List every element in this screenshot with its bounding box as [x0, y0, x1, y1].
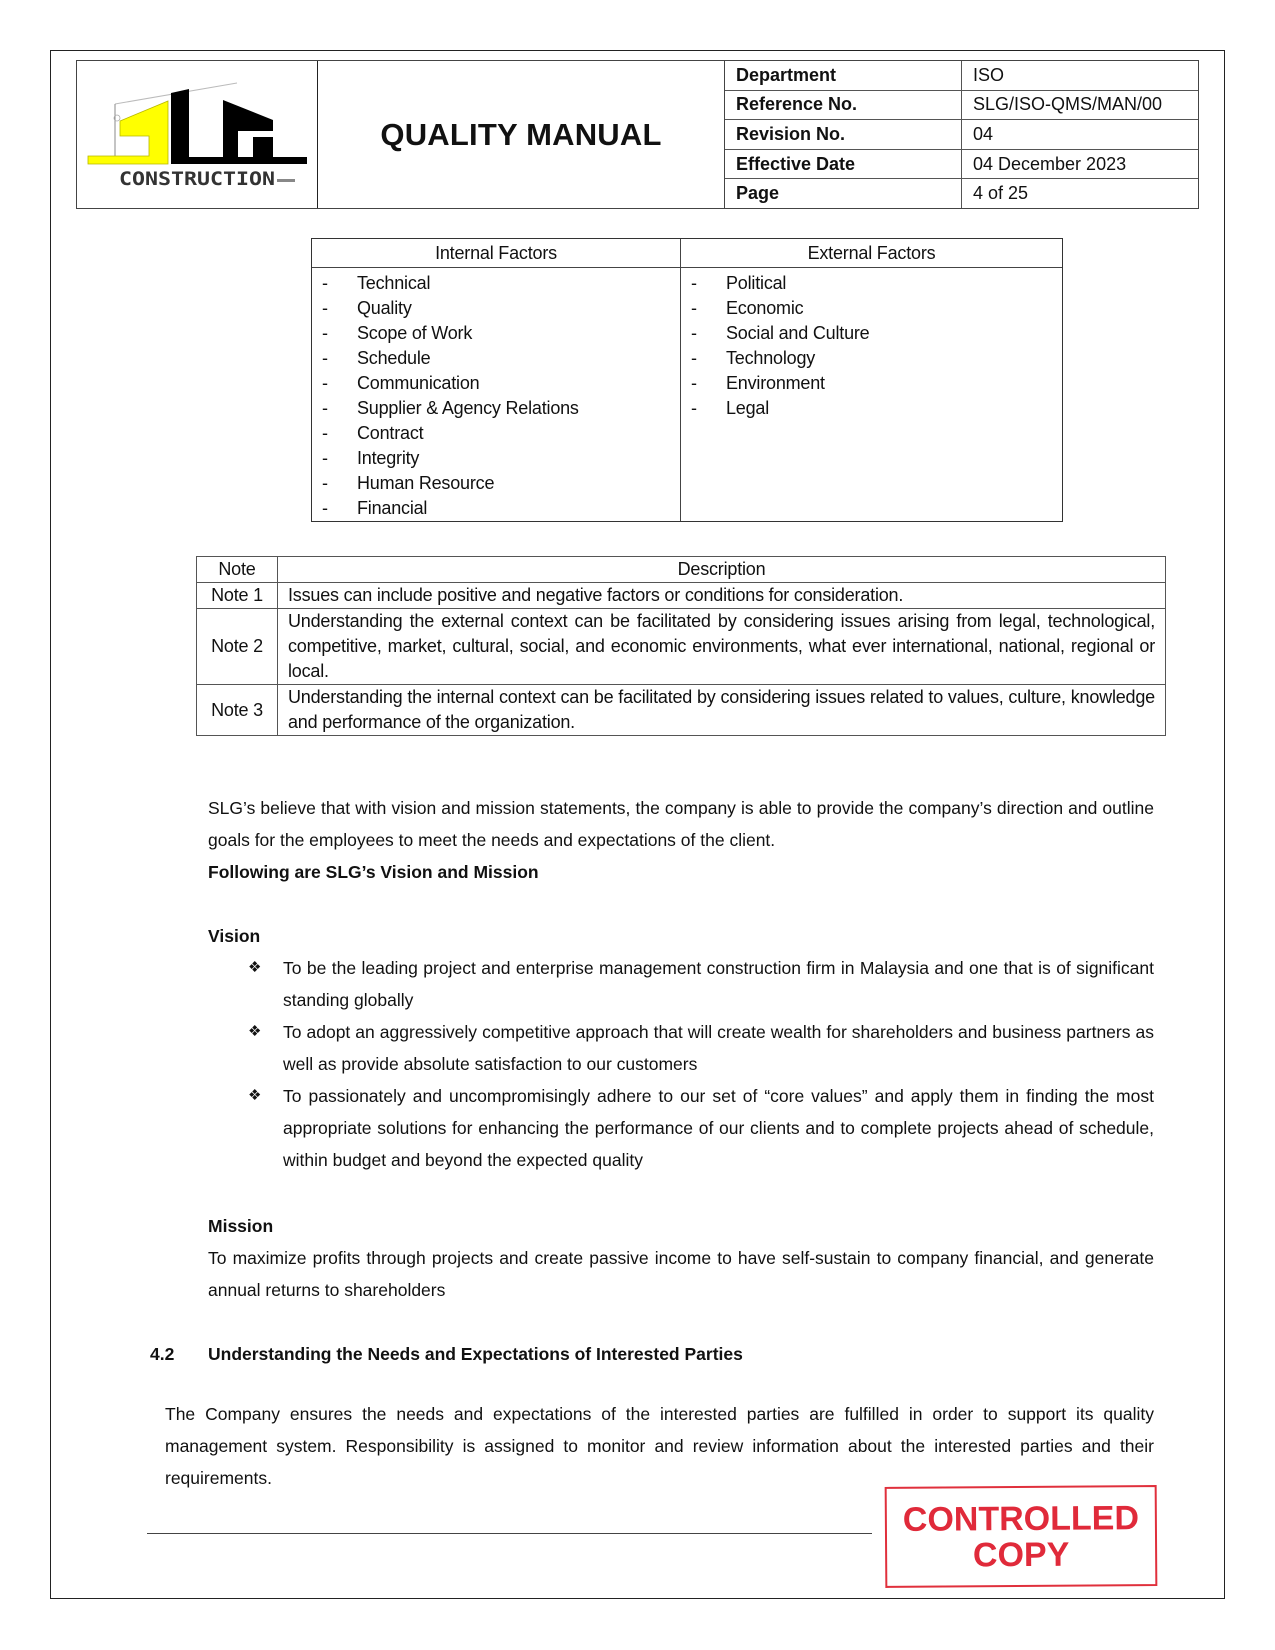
info-label: Revision No. — [725, 120, 962, 149]
dash-bullet-icon: - — [322, 423, 328, 443]
dash-bullet-icon: - — [322, 373, 328, 393]
slg-construction-logo-icon — [77, 61, 315, 207]
info-value: SLG/ISO-QMS/MAN/00 — [973, 94, 1163, 115]
external-factor-text: Political — [726, 273, 787, 293]
dash-bullet-icon: - — [691, 273, 697, 293]
logo-tagline: CONSTRUCTION — [119, 168, 275, 190]
vision-heading: Vision — [208, 926, 261, 946]
list-item — [681, 346, 1062, 371]
list-item — [312, 371, 680, 396]
vision-item-text: To adopt an aggressively competitive approach that will create wealth for shareholders and business partners as well as provide absolute satisfaction to our customers — [283, 1022, 1154, 1074]
mission-text: To maximize profits through projects and create passive income to have self-sustain to company financial, and generate annual returns to shareholders — [208, 1248, 1154, 1300]
dash-bullet-icon: - — [691, 348, 697, 368]
info-label: Department — [725, 61, 962, 90]
list-item — [681, 321, 1062, 346]
factors-table-header — [312, 239, 1062, 268]
document-title-cell — [318, 61, 725, 208]
info-row-reference — [725, 91, 1198, 121]
dash-bullet-icon: - — [691, 373, 697, 393]
logo-registration-mark — [277, 179, 295, 182]
document-header — [76, 60, 1199, 209]
info-row-revision — [725, 120, 1198, 150]
info-row-page — [725, 179, 1198, 208]
external-factor-text: Technology — [726, 348, 816, 368]
external-factor-text: Environment — [726, 373, 825, 393]
intro-lead: Following are SLG’s Vision and Mission — [208, 862, 539, 882]
list-item — [312, 321, 680, 346]
dash-bullet-icon: - — [322, 473, 328, 493]
vision-list — [248, 952, 1154, 1176]
section-paragraph: The Company ensures the needs and expectations of the interested parties are fulfilled in order to support its quality management system. Responsibility is assigned to monitor and review information about the interested parties and their requirements. — [165, 1404, 1154, 1488]
list-item — [681, 371, 1062, 396]
info-label: Effective Date — [725, 150, 962, 179]
list-item — [312, 421, 680, 446]
note-description: Understanding the external context can be facilitated by considering issues arising from legal, technological, competitive, market, cultural, social, and economic environments, what ever international, national, regional or local. — [278, 609, 1166, 685]
list-item — [312, 496, 680, 521]
section-title: Understanding the Needs and Expectations of Interested Parties — [208, 1344, 743, 1364]
dash-bullet-icon: - — [691, 398, 697, 418]
list-item — [312, 396, 680, 421]
note-description: Issues can include positive and negative factors or conditions for consideration. — [278, 583, 1166, 609]
external-factors-header: External Factors — [807, 242, 936, 263]
internal-factor-text: Quality — [357, 298, 412, 318]
dash-bullet-icon: - — [322, 298, 328, 318]
note-description: Understanding the internal context can be facilitated by considering issues related to values, culture, knowledge and performance of the organization. — [278, 685, 1166, 736]
external-factor-text: Economic — [726, 298, 804, 318]
note-column-header: Note — [197, 557, 278, 583]
external-factor-text: Legal — [726, 398, 770, 418]
controlled-copy-stamp — [885, 1485, 1158, 1588]
info-value: ISO — [973, 64, 1005, 85]
list-item — [681, 271, 1062, 296]
internal-factor-text: Human Resource — [357, 473, 495, 493]
footer-divider — [147, 1533, 872, 1534]
internal-factor-text: Financial — [357, 498, 428, 518]
document-info-table — [725, 61, 1198, 208]
table-row — [197, 609, 1166, 685]
company-logo — [77, 61, 318, 208]
note-label: Note 3 — [197, 685, 278, 736]
external-factors-list — [681, 268, 1062, 521]
info-label: Reference No. — [725, 91, 962, 120]
info-row-effective-date — [725, 150, 1198, 180]
dash-bullet-icon: - — [322, 323, 328, 343]
dash-bullet-icon: - — [322, 498, 328, 518]
section-number: 4.2 — [150, 1344, 175, 1364]
info-row-department — [725, 61, 1198, 91]
diamond-bullet-icon: ❖ — [248, 1023, 262, 1040]
factors-table — [311, 238, 1063, 522]
internal-factor-text: Contract — [357, 423, 424, 443]
vision-item-text: To passionately and uncompromisingly adhere to our set of “core values” and apply them in finding the most appropriate solutions for enhancing the performance of our clients and to complete projects ahead of schedule, within budget and beyond the expected quality — [283, 1086, 1154, 1170]
notes-table — [196, 556, 1166, 736]
intro-paragraph: SLG’s believe that with vision and mission statements, the company is able to provide the company’s direction and outline goals for the employees to meet the needs and expectations of the client. — [208, 798, 1154, 850]
note-label: Note 1 — [197, 583, 278, 609]
table-row — [197, 685, 1166, 736]
document-title: QUALITY MANUAL — [380, 116, 662, 152]
internal-factors-list — [312, 268, 681, 521]
list-item — [312, 346, 680, 371]
info-label: Page — [725, 179, 962, 208]
factors-table-body — [312, 268, 1062, 521]
internal-factor-text: Supplier & Agency Relations — [357, 398, 579, 418]
table-row — [197, 583, 1166, 609]
list-item — [312, 471, 680, 496]
internal-factor-text: Schedule — [357, 348, 431, 368]
external-factor-text: Social and Culture — [726, 323, 870, 343]
dash-bullet-icon: - — [322, 448, 328, 468]
section-heading — [150, 1344, 743, 1365]
list-item — [248, 952, 1154, 1016]
internal-factor-text: Communication — [357, 373, 480, 393]
dash-bullet-icon: - — [691, 298, 697, 318]
dash-bullet-icon: - — [691, 323, 697, 343]
list-item — [312, 446, 680, 471]
note-label: Note 2 — [197, 609, 278, 685]
list-item — [312, 271, 680, 296]
dash-bullet-icon: - — [322, 398, 328, 418]
dash-bullet-icon: - — [322, 273, 328, 293]
notes-table-header — [197, 557, 1166, 583]
info-value: 04 — [973, 123, 994, 144]
list-item — [248, 1016, 1154, 1080]
internal-factors-header: Internal Factors — [312, 239, 681, 267]
internal-factor-text: Technical — [357, 273, 431, 293]
list-item — [681, 396, 1062, 421]
mission-heading: Mission — [208, 1216, 274, 1236]
stamp-line-1: CONTROLLED — [902, 1498, 1140, 1539]
internal-factor-text: Scope of Work — [357, 323, 473, 343]
description-column-header: Description — [278, 557, 1166, 583]
list-item — [312, 296, 680, 321]
vision-item-text: To be the leading project and enterprise management construction firm in Malaysia and one that is of significant standing globally — [283, 958, 1154, 1010]
diamond-bullet-icon: ❖ — [248, 959, 262, 976]
list-item — [681, 296, 1062, 321]
internal-factor-text: Integrity — [357, 448, 420, 468]
stamp-line-2: COPY — [972, 1535, 1070, 1574]
list-item — [248, 1080, 1154, 1176]
diamond-bullet-icon: ❖ — [248, 1087, 262, 1104]
info-value: 4 of 25 — [973, 183, 1029, 204]
dash-bullet-icon: - — [322, 348, 328, 368]
info-value: 04 December 2023 — [973, 153, 1127, 174]
